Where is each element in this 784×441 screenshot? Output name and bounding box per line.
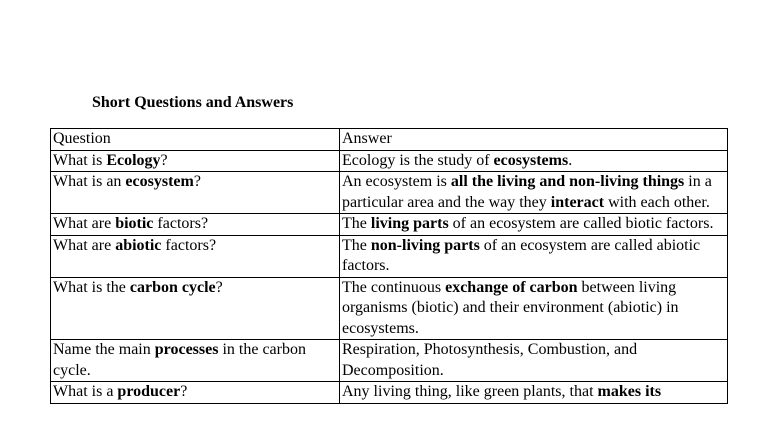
text-run: Any living thing, like green plants, that	[342, 383, 598, 400]
text-run: ?	[193, 173, 201, 190]
text-run: ?	[215, 278, 223, 296]
bold-term: all the living and non-living things	[450, 173, 685, 190]
qa-table	[50, 128, 728, 404]
table-row	[51, 150, 728, 172]
bold-term: processes	[154, 341, 219, 358]
table-row	[51, 382, 728, 404]
table-row	[51, 340, 728, 382]
text-run: of an ecosystem are called biotic factors.	[448, 215, 714, 232]
question-cell	[51, 382, 340, 404]
text-run: What are	[53, 215, 116, 232]
text-run: What are	[53, 236, 116, 254]
text-run: ?	[180, 383, 188, 400]
header-question: Question	[51, 129, 340, 151]
bold-term: exchange of carbon	[445, 278, 578, 296]
question-cell	[51, 235, 340, 277]
text-run: An ecosystem is	[342, 173, 451, 190]
text-run: What is a	[53, 383, 118, 400]
answer-cell	[340, 214, 728, 236]
bold-term: non-living parts	[370, 236, 480, 254]
answer-cell	[340, 235, 728, 277]
table-header-row	[51, 129, 728, 151]
answer-cell	[340, 277, 728, 340]
text-run: in the carbon cycle.	[53, 341, 306, 379]
text-run: The	[342, 215, 371, 232]
bold-term: living parts	[370, 215, 449, 232]
text-run: .	[568, 151, 573, 169]
table-row	[51, 214, 728, 236]
text-run: The continuous	[342, 278, 446, 296]
document-title: Short Questions and Answers	[92, 94, 294, 111]
answer-cell	[340, 172, 728, 214]
table-row	[51, 172, 728, 214]
bold-term: biotic	[115, 215, 154, 232]
bold-term: ecosystem	[125, 173, 194, 190]
bold-term: makes its	[597, 383, 662, 400]
answer-cell	[340, 382, 728, 404]
question-cell	[51, 150, 340, 172]
header-answer: Answer	[340, 129, 728, 151]
text-run: Respiration, Photosynthesis, Combustion, and Decomposition.	[342, 341, 638, 379]
text-run: What is an	[53, 173, 126, 190]
text-run: of an ecosystem are called abiotic factors.	[342, 236, 701, 274]
text-run: Name the main	[53, 341, 155, 358]
text-run: ?	[160, 151, 168, 169]
text-run: Ecology is the study of	[342, 151, 494, 169]
question-cell	[51, 340, 340, 382]
table-row	[51, 277, 728, 340]
bold-term: Ecology	[106, 151, 161, 169]
text-run: What is the	[53, 278, 130, 296]
bold-term: ecosystems	[493, 151, 569, 169]
bold-term: carbon cycle	[129, 278, 216, 296]
question-cell	[51, 214, 340, 236]
text-run: factors?	[161, 236, 217, 254]
text-run: What is	[53, 151, 107, 169]
bold-term: interact	[550, 193, 605, 211]
table-row	[51, 235, 728, 277]
answer-cell	[340, 340, 728, 382]
bold-term: producer	[117, 383, 181, 400]
text-run: between living organisms (biotic) and their environment (abiotic) in ecosystems.	[342, 278, 679, 337]
question-cell	[51, 172, 340, 214]
text-run: with each other.	[604, 193, 710, 211]
text-run: in a particular area and the way they	[342, 173, 712, 211]
answer-cell	[340, 150, 728, 172]
bold-term: abiotic	[115, 236, 162, 254]
question-cell	[51, 277, 340, 340]
text-run: factors?	[153, 215, 209, 232]
text-run: The	[342, 236, 371, 254]
qa-table-body	[51, 129, 728, 404]
